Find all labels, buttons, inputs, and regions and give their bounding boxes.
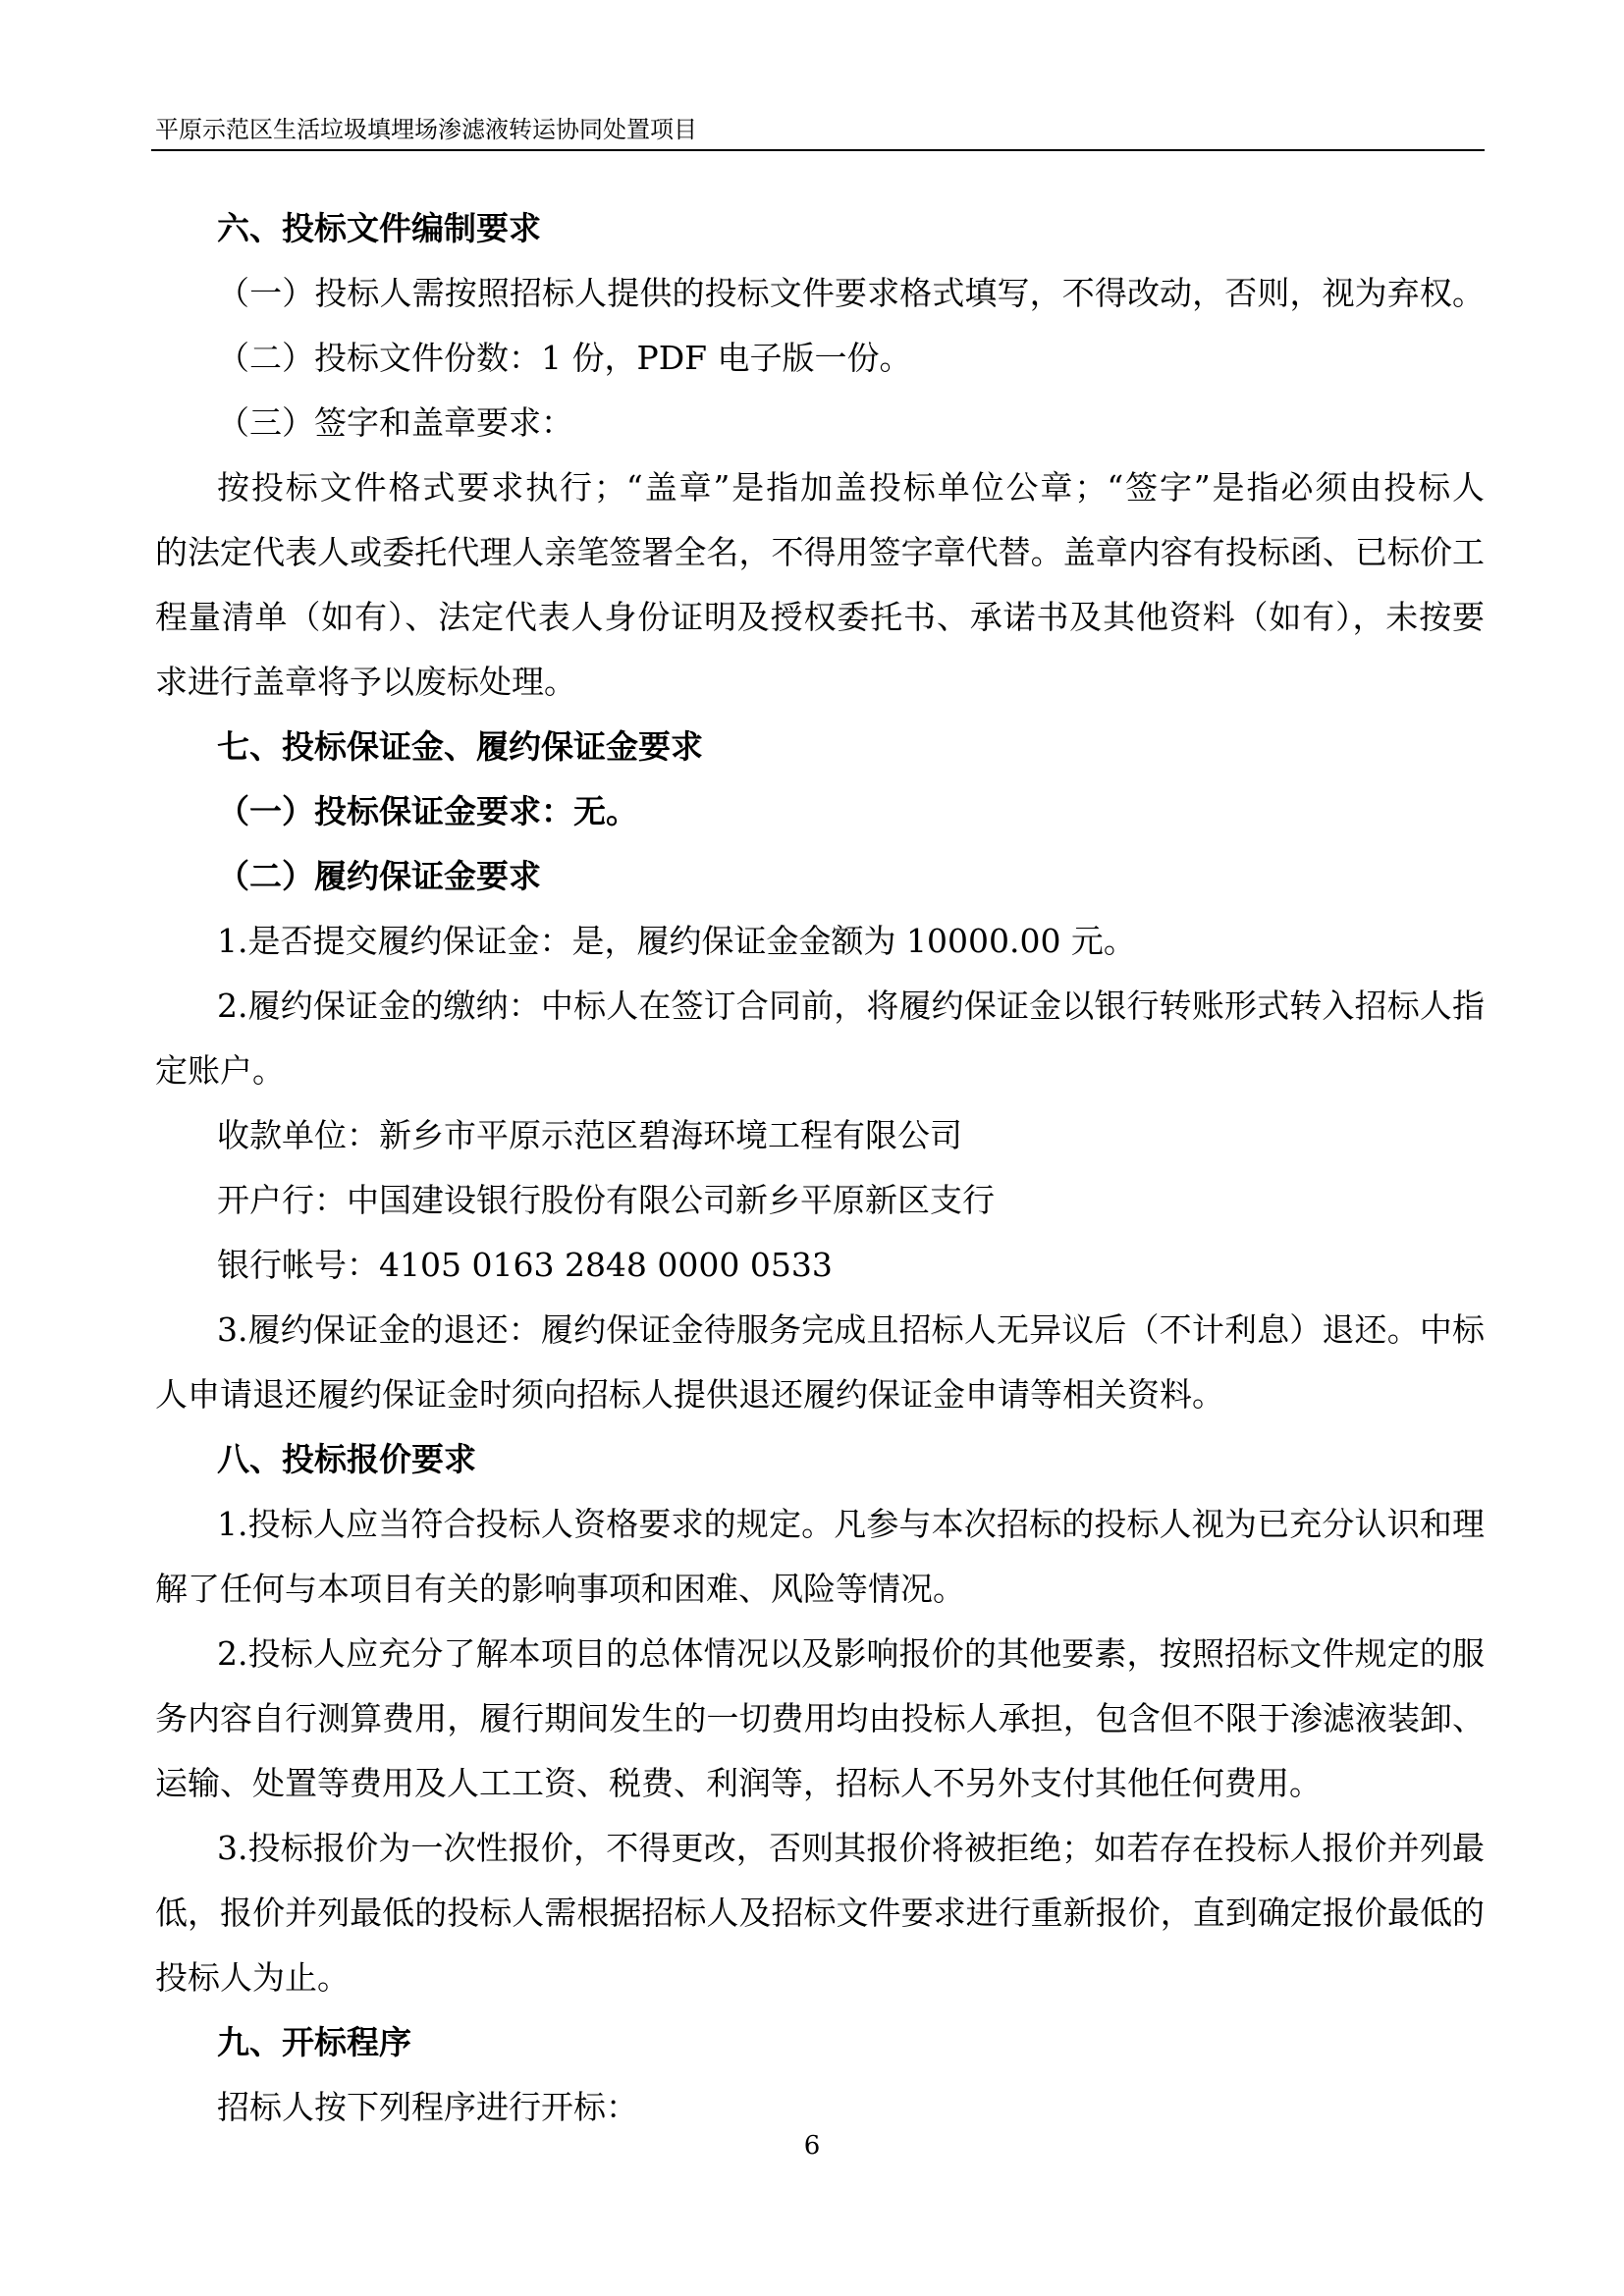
s6-item3: （三）签字和盖章要求：	[217, 403, 573, 442]
s6-item1: （一）投标人需按照招标人提供的投标文件要求格式填写，不得改动，否则，视为弃权。	[217, 274, 1485, 312]
s6-item2: （二）投标文件份数：1 份，PDF 电子版一份。	[217, 339, 912, 377]
s7-heading: 七、投标保证金、履约保证金要求	[217, 727, 703, 766]
s7-item2-l1: 2.履约保证金的缴纳：中标人在签订合同前，将履约保证金以银行转账形式转入招标人指	[217, 987, 1485, 1025]
s8-item2-l3: 运输、处置等费用及人工工资、税费、利润等，招标人不另外支付其他任何费用。	[155, 1764, 1322, 1802]
s6-para-l1: 按投标文件格式要求执行；“盖章”是指加盖投标单位公章；“签字”是指必须由投标人	[217, 468, 1485, 507]
document-body	[155, 196, 1485, 2140]
s6-para-l3: 程量清单（如有）、法定代表人身份证明及授权委托书、承诺书及其他资料（如有），未按要	[155, 598, 1485, 636]
s8-item2-l2: 务内容自行测算费用，履行期间发生的一切费用均由投标人承担，包含但不限于渗滤液装卸、	[155, 1699, 1485, 1737]
s7-sub2: （二）履约保证金要求	[217, 857, 541, 895]
s8-item2-l1: 2.投标人应充分了解本项目的总体情况以及影响报价的其他要素，按照招标文件规定的服	[217, 1634, 1485, 1673]
s8-item3-l1: 3.投标报价为一次性报价，不得更改，否则其报价将被拒绝；如若存在投标人报价并列最	[217, 1829, 1485, 1867]
s7-bank: 开户行：中国建设银行股份有限公司新乡平原新区支行	[217, 1181, 995, 1219]
s8-item1-l2: 解了任何与本项目有关的影响事项和困难、风险等情况。	[155, 1570, 965, 1608]
s7-item3-l1: 3.履约保证金的退还：履约保证金待服务完成且招标人无异议后（不计利息）退还。中标	[217, 1310, 1485, 1349]
s7-item3-l2: 人申请退还履约保证金时须向招标人提供退还履约保证金申请等相关资料。	[155, 1375, 1224, 1414]
s9-heading: 九、开标程序	[217, 2023, 411, 2061]
s7-payee: 收款单位：新乡市平原示范区碧海环境工程有限公司	[217, 1116, 962, 1154]
s9-para: 招标人按下列程序进行开标：	[217, 2088, 638, 2126]
s7-sub1: （一）投标保证金要求：无。	[217, 792, 638, 830]
s8-item1-l1: 1.投标人应当符合投标人资格要求的规定。凡参与本次招标的投标人视为已充分认识和理	[217, 1505, 1485, 1543]
s7-item1: 1.是否提交履约保证金：是，履约保证金金额为 10000.00 元。	[217, 922, 1136, 960]
page-number: 6	[803, 2131, 821, 2161]
s7-account: 银行帐号：4105 0163 2848 0000 0533	[217, 1246, 833, 1284]
s8-item3-l3: 投标人为止。	[155, 1958, 350, 1997]
header-rule	[151, 149, 1485, 151]
s8-heading: 八、投标报价要求	[217, 1440, 476, 1478]
s7-item2-l2: 定账户。	[155, 1051, 285, 1090]
s8-item3-l2: 低，报价并列最低的投标人需根据招标人及招标文件要求进行重新报价，直到确定报价最低的	[155, 1894, 1485, 1932]
s6-para-l2: 的法定代表人或委托代理人亲笔签署全名，不得用签字章代替。盖章内容有投标函、已标价工	[155, 533, 1485, 571]
s6-para-l4: 求进行盖章将予以废标处理。	[155, 663, 576, 701]
document-header-title: 平原示范区生活垃圾填埋场渗滤液转运协同处置项目	[155, 116, 697, 143]
s6-heading: 六、投标文件编制要求	[217, 209, 541, 247]
